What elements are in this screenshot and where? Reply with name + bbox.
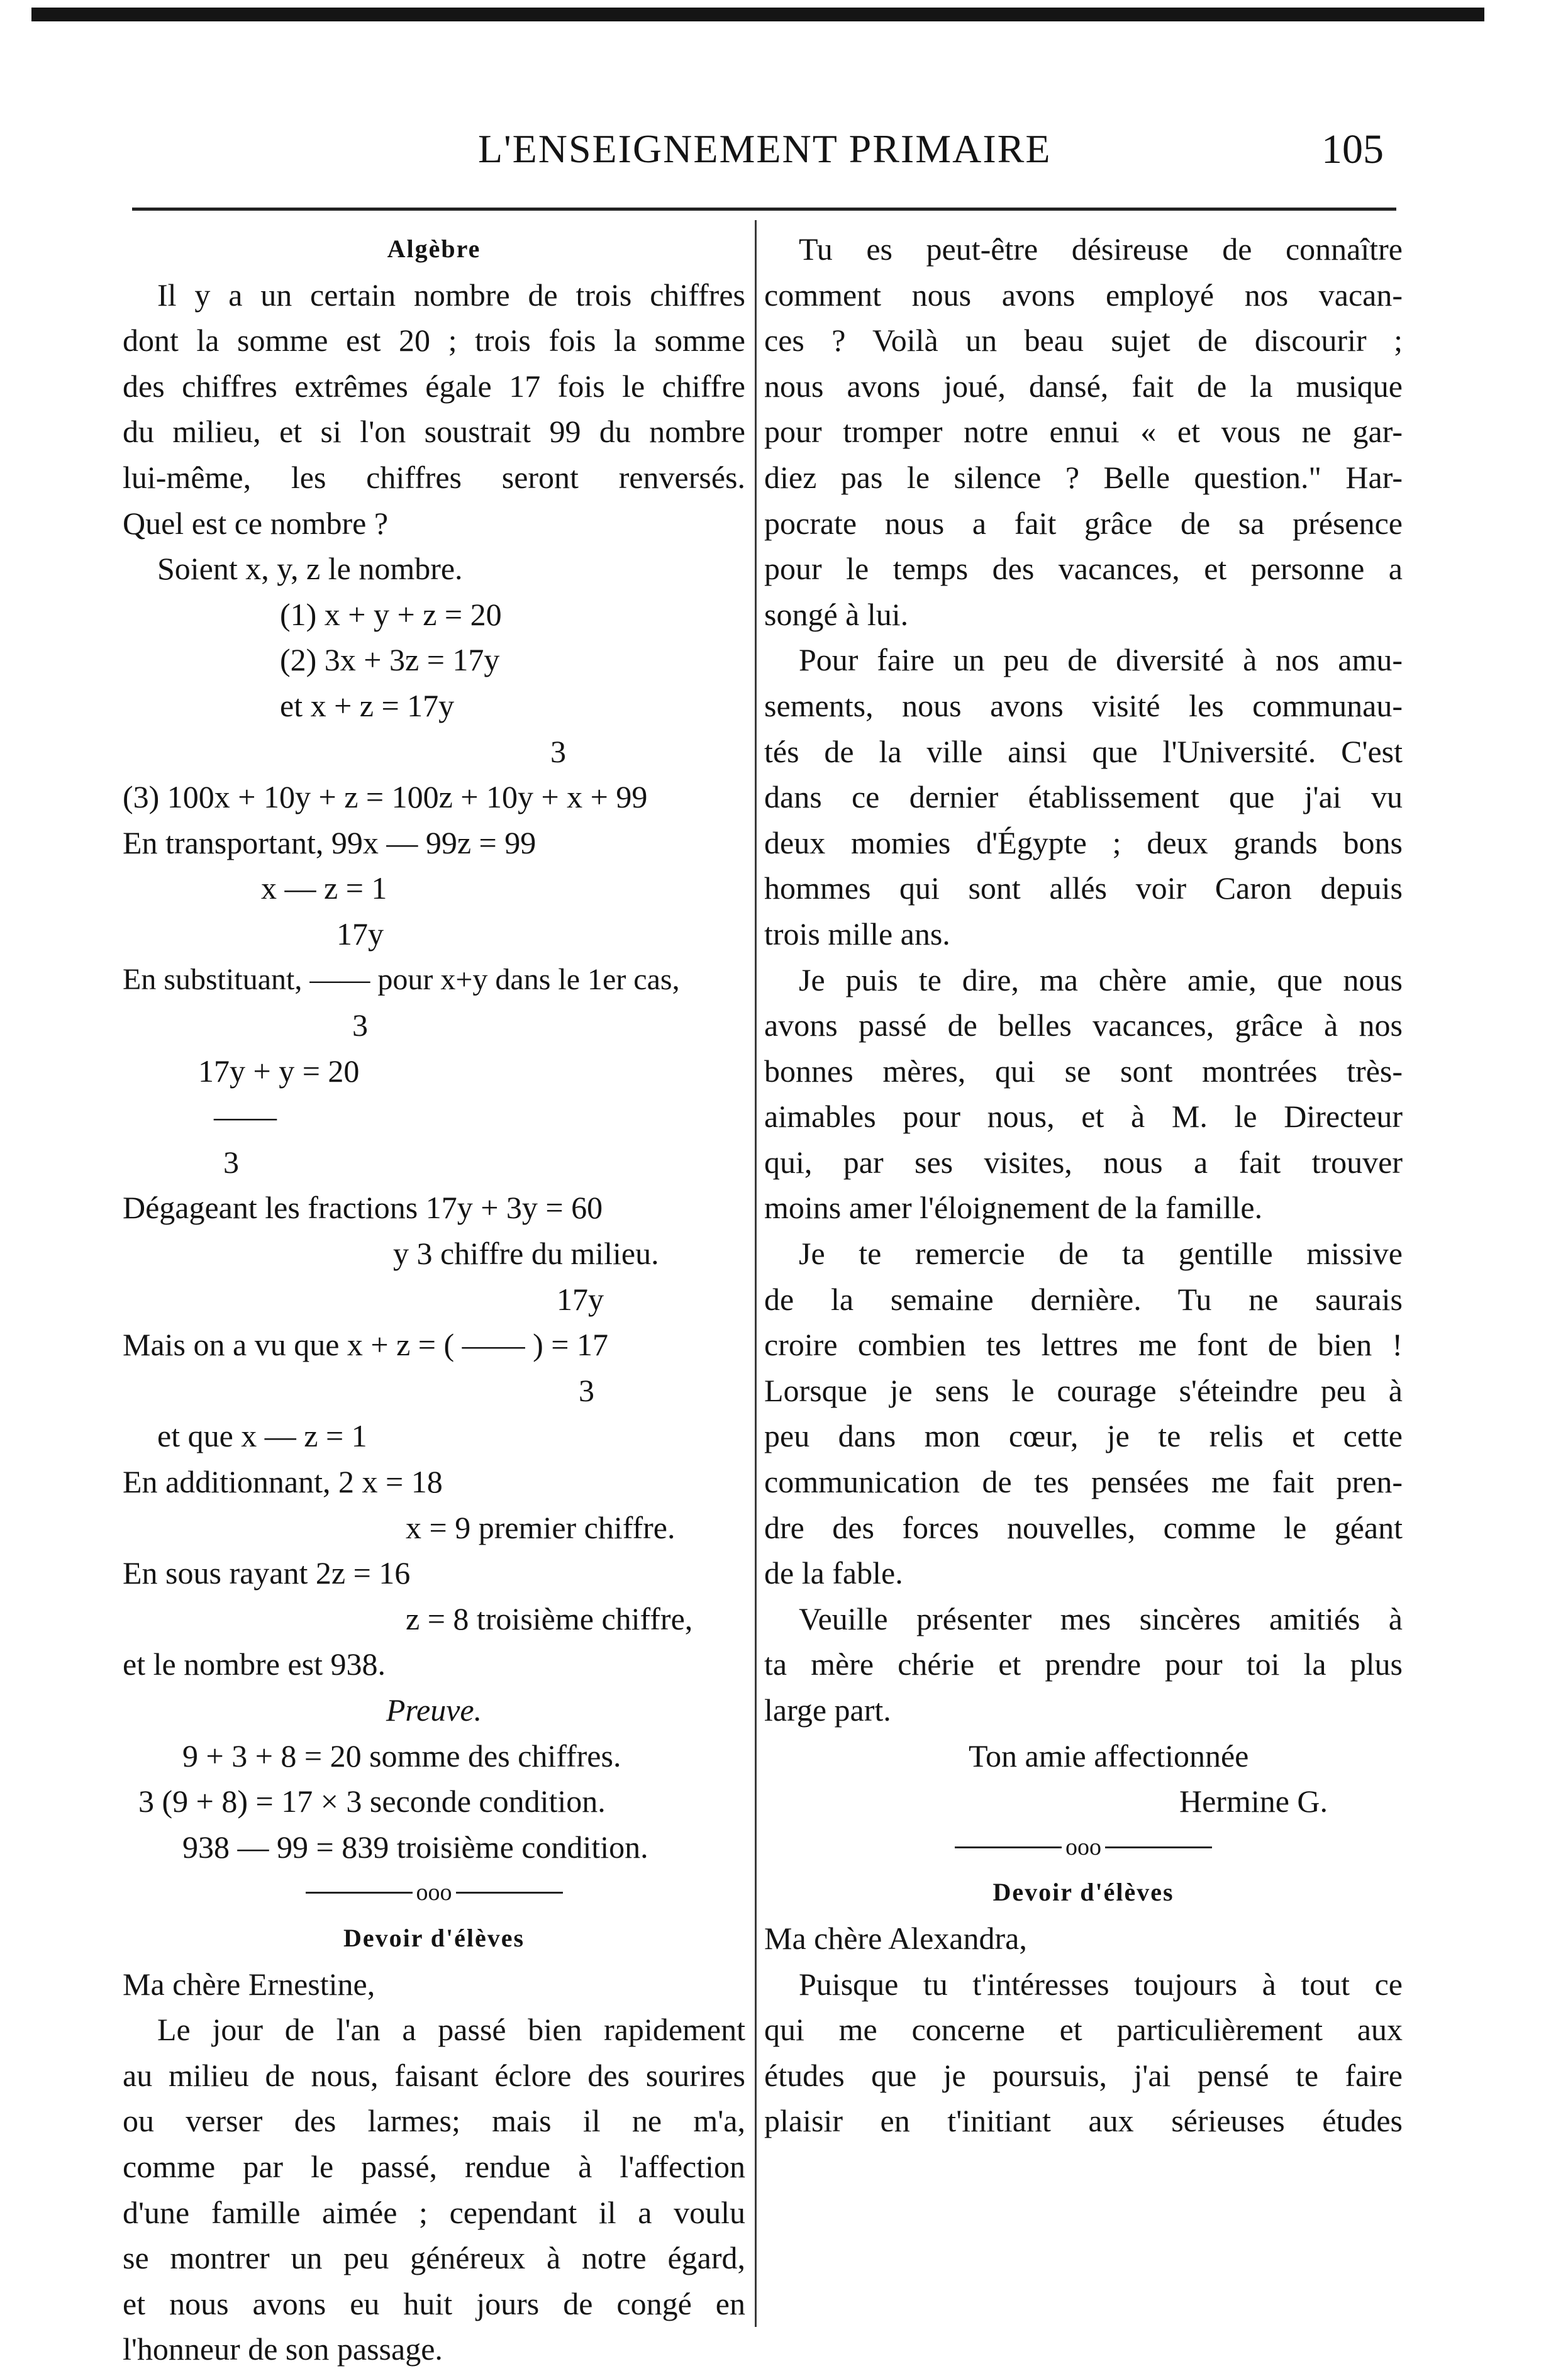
equation-line: En additionnant, 2 x = 18 [123,1464,443,1500]
equation-line: Mais on a vu que x + z = ( —— ) = 17 [123,1327,608,1363]
problem-line: Quel est ce nombre ? [123,505,389,541]
solution-line: et le nombre est 938. [123,1646,386,1682]
right-column [764,226,1403,2144]
fraction-bar: —— [214,1099,277,1135]
letter-line: ces ? Voilà un beau sujet de discourir ; [764,323,1403,358]
equation-line: x = 9 premier chiffre. [406,1509,676,1545]
letter-line: diez pas le silence ? Belle question." Har- [764,459,1403,495]
separator-dash [1105,1846,1212,1848]
fraction-denominator: 3 [550,733,566,769]
letter-signature: Hermine G. [1179,1784,1328,1819]
letter-body [123,2007,745,2372]
letter-line: plaisir en t'initiant aux sérieuses études [764,2103,1403,2139]
letter-line: sements, nous avons visité les communau- [764,687,1403,723]
letter-line: moins amer l'éloignement de la famille. [764,1190,1263,1226]
letter-line: et nous avons eu huit jours de congé en [123,2285,745,2321]
letter-line: dans ce dernier établissement que j'ai vu [764,779,1403,815]
letter-line: Tu es peut-être désireuse de connaître [799,231,1403,267]
letter-line: ou verser des larmes; mais il ne m'a, [123,2103,745,2139]
separator-ornament: ooo [1065,1833,1101,1860]
letter-line: avons passé de belles vacances, grâce à nos [764,1008,1403,1043]
separator-ornament: ooo [416,1879,452,1906]
letter-line: communication de tes pensées me fait pren- [764,1464,1403,1500]
equation-line: En sous rayant 2z = 16 [123,1555,411,1591]
letter-line: se montrer un peu généreux à notre égard, [123,2240,745,2276]
section-heading-devoir: Devoir d'élèves [993,1878,1174,1907]
letter-line: Je puis te dire, ma chère amie, que nous [799,962,1403,997]
separator-dash [456,1892,563,1894]
proof-line: 3 (9 + 8) = 17 × 3 seconde condition. [138,1784,606,1819]
letter-line: bonnes mères, qui se sont montrées très- [764,1053,1403,1089]
equation-line: (1) x + y + z = 20 [280,596,502,632]
separator-dash [955,1846,1062,1848]
letter-line: l'honneur de son passage. [123,2331,443,2367]
letter-line: Pour faire un peu de diversité à nos amu- [799,642,1403,678]
proof-line: 938 — 99 = 839 troisième condition. [182,1829,648,1865]
fraction-denominator: 3 [579,1372,594,1408]
letter-body [764,1962,1403,2144]
letter-body [764,226,1403,1733]
letter-line: pour tromper notre ennui « et vous ne gar- [764,414,1403,450]
problem-line: du milieu, et si l'on soustrait 99 du nombre [123,414,745,450]
letter-line: aimables pour nous, et à M. le Directeur [764,1099,1403,1135]
problem-line: des chiffres extrêmes égale 17 fois le chiffre [123,368,745,404]
letter-line: comment nous avons employé nos vacan- [764,277,1403,313]
letter-line: trois mille ans. [764,916,950,952]
equation-line: z = 8 troisième chiffre, [406,1601,693,1636]
algebra-solution [123,546,745,1687]
algebra-problem [123,272,745,547]
fraction-denominator: 3 [223,1144,239,1180]
left-column [123,226,745,2372]
section-heading-algebra: Algèbre [387,235,481,263]
equation-line: (2) 3x + 3z = 17y [280,642,500,678]
letter-line: Lorsque je sens le courage s'éteindre peu à [764,1372,1403,1408]
letter-salutation: Ma chère Ernestine, [123,1966,375,2002]
letter-line: Le jour de l'an a passé bien rapidement [157,2012,745,2048]
letter-line: Je te remercie de ta gentille missive [799,1236,1403,1272]
header-rule [132,208,1396,211]
letter-line: qui, par ses visites, nous a fait trouver [764,1144,1403,1180]
separator-dash [306,1892,413,1894]
letter-line: d'une famille aimée ; cependant il a voulu [123,2194,745,2230]
problem-line: lui-même, les chiffres seront renversés. [123,459,745,495]
running-title: L'ENSEIGNEMENT PRIMAIRE [478,126,1052,171]
problem-line: dont la somme est 20 ; trois fois la somme [123,323,745,358]
fraction-numerator: 17y [557,1281,604,1317]
equation-line: et que x — z = 1 [157,1418,367,1454]
top-printed-rule [31,8,1484,21]
equation-line: En transportant, 99x — 99z = 99 [123,824,537,860]
equation-line: (3) 100x + 10y + z = 100z + 10y + x + 99 [123,779,648,815]
letter-line: études que je poursuis, j'ai pensé te faire [764,2057,1403,2093]
letter-line: comme par le passé, rendue à l'affection [123,2148,745,2184]
letter-line: dre des forces nouvelles, comme le géant [764,1509,1403,1545]
letter-line: au milieu de nous, faisant éclore des sourires [123,2057,745,2093]
letter-line: ta mère chérie et prendre pour toi la plus [764,1646,1403,1682]
section-separator [764,1824,1403,1870]
letter-salutation: Ma chère Alexandra, [764,1920,1027,1956]
page-number: 105 [1321,126,1384,172]
equation-line: En substituant, —— pour x+y dans le 1er cas, [123,962,680,996]
equation-line: et x + z = 17y [280,687,455,723]
fraction-denominator: 3 [352,1008,368,1043]
section-heading-devoir: Devoir d'élèves [343,1923,525,1952]
section-separator [123,1870,745,1916]
letter-line: songé à lui. [764,596,909,632]
letter-line: large part. [764,1692,891,1728]
letter-line: croire combien tes lettres me font de bien ! [764,1327,1403,1363]
fraction-numerator: 17y [336,916,384,952]
letter-line: nous avons joué, dansé, fait de la musique [764,368,1403,404]
equation-line: Dégageant les fractions 17y + 3y = 60 [123,1190,603,1226]
equation-line: y 3 chiffre du milieu. [393,1236,659,1272]
letter-line: tés de la ville ainsi que l'Université. C'est [764,733,1403,769]
letter-line: hommes qui sont allés voir Caron depuis [764,870,1403,906]
equation-line: 17y + y = 20 [198,1053,360,1089]
proof-block [123,1733,745,1870]
problem-line: Il y a un certain nombre de trois chiffres [157,277,745,313]
letter-line: de la fable. [764,1555,903,1591]
letter-line: Puisque tu t'intéresses toujours à tout ce [799,1966,1403,2002]
solution-line: Soient x, y, z le nombre. [157,551,463,587]
proof-heading: Preuve. [386,1692,482,1728]
proof-line: 9 + 3 + 8 = 20 somme des chiffres. [182,1738,621,1774]
equation-line: x — z = 1 [261,870,387,906]
letter-line: peu dans mon cœur, je te relis et cette [764,1418,1403,1454]
letter-closing: Ton amie affectionnée [969,1738,1249,1774]
letter-line: de la semaine dernière. Tu ne saurais [764,1281,1403,1317]
letter-line: pour le temps des vacances, et personne a [764,551,1403,587]
letter-line: deux momies d'Égypte ; deux grands bons [764,824,1403,860]
letter-line: qui me concerne et particulièrement aux [764,2012,1403,2048]
page-header [145,126,1403,189]
column-divider [755,220,757,2327]
letter-line: Veuille présenter mes sincères amitiés à [799,1601,1403,1636]
letter-line: pocrate nous a fait grâce de sa présence [764,505,1403,541]
